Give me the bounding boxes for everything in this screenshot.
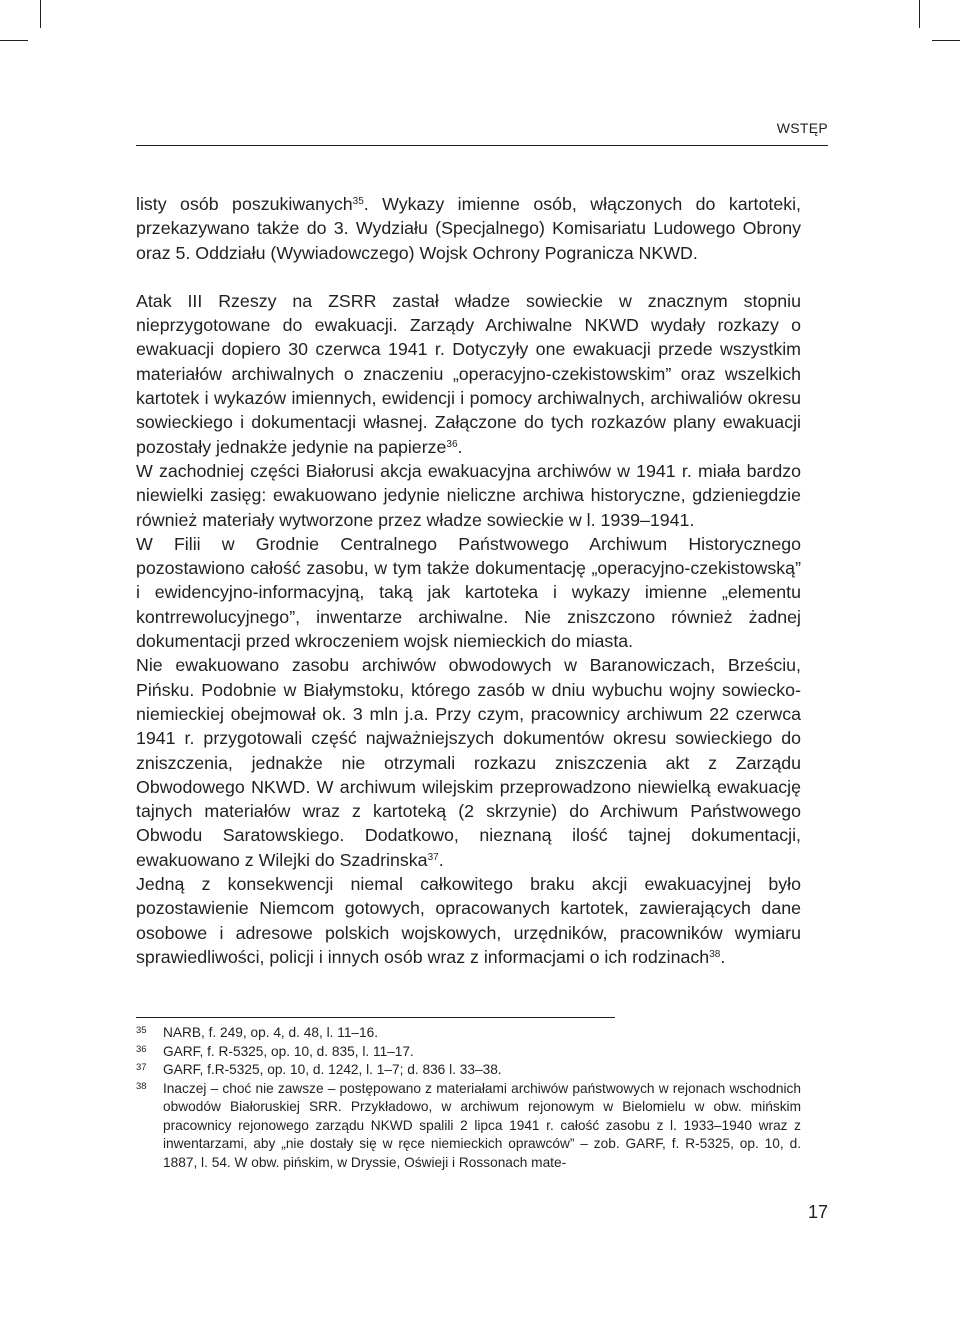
paragraph: Atak III Rzeszy na ZSRR zastał władze sowieckie w znacznym stopniu nieprzygotowane do ewakuacji. Zarządy Archiwalne NKWD wydały rozkazy o ewakuacji dopiero 30 czerwca 1941 r. Dotyczyły one ewakuacji przede wszystkim materiałów archiwalnych o znaczeniu „operacyjno-czekistowskim” oraz wszelkich kartotek i wykazów imiennych, ewidencji i pomocy archiwalnych, archiwaliów okresu sowieckiego i dokumentacji własnej. Załączone do tych rozkazów plany ewakuacji pozostały jednakże jedynie na papierze$^{36}$.: [136, 290, 801, 457]
footnote: [136, 1080, 801, 1173]
paragraph: Jedną z konsekwencji niemal całkowitego braku akcji ewakuacyjnej było pozostawienie Niemcom gotowych, opracowanych kartotek, zawierających dane osobowe i adresowe polskich wojskowych, urzędników, pracowników wymiaru sprawiedliwości, policji i innych osób wraz z informacjami o ich rodzinach$^{38}$.: [136, 874, 801, 967]
footnote-ref: 35: [352, 196, 364, 207]
footnote-text: Inaczej – choć nie zawsze – postępowano z materiałami archiwów państwowych w rejonach wschodnich obwodów Białoruskiej SRR. Przykładowo, w archiwum rejonowym w Bielomielu w obw. mińskim pracownicy rejonowego zarządu NKWD spalili 2 lipca 1941 r. całość zasobu z l. 1933–1940 wraz z inwentarzami, aby „nie dostały się w ręce niemieckich oprawców” – zob. GARF, f. R-5325, op. 10, d. 1887, l. 54. W obw. pińskim, w Dryssie, Oświeji i Rossonach mate-: [163, 1080, 801, 1170]
paragraph: Nie ewakuowano zasobu archiwów obwodowych w Baranowiczach, Brześciu, Pińsku. Podobnie w Białymstoku, którego zasób w dniu wybuchu wojny sowiecko-niemieckiej obejmował ok. 3 mln j.a. Przy czym, pracownicy archiwum 22 czerwca 1941 r. przygotowali część najważniejszych dokumentów okresu sowieckiego do zniszczenia, jednakże nie otrzymali rozkazu zniszczenia akt z Zarządu Obwodowego NKWD. W archiwum wilejskim przeprowadzono niewielką ewakuację tajnych materiałów wraz z kartoteką (2 skrzynie) do Archiwum Państwowego Obwodu Saratowskiego. Dodatkowo, nieznaną ilość tajnej dokumentacji, ewakuowano z Wilejki do Szadrinska$^{37}$.: [136, 655, 801, 870]
footnote-number: 35: [136, 1025, 147, 1036]
footnote-text: NARB, f. 249, op. 4, d. 48, l. 11–16.: [163, 1025, 379, 1040]
paragraph: W Filii w Grodnie Centralnego Państwowego Archiwum Historycznego pozostawiono całość zasobu, w tym także dokumentację „operacyjno-czekistowską” i ewidencyjno-informacyjną, taką jak kartoteka i wykazy imienne „elementu kontrrewolucyjnego”, inwentarze archiwalne. Nie zniszczono również żadnej dokumentacji przed wkroczeniem wojsk niemieckich do miasta.: [136, 533, 801, 652]
crop-mark-top-left-vertical: [40, 0, 41, 28]
footnote-text: GARF, f.R-5325, op. 10, d. 1242, l. 1–7; d. 836 l. 33–38.: [163, 1062, 502, 1077]
header-rule: [136, 145, 828, 146]
footnotes: [136, 1024, 801, 1172]
crop-mark-top-right-vertical: [919, 0, 920, 28]
paragraph: listy osób poszukiwanych$^{35}$. Wykazy imienne osób, włączonych do kartoteki, przekazywano także do 3. Wydziału (Specjalnego) Komisariatu Ludowego Obrony oraz 5. Oddziału (Wywiadowczego) Wojsk Ochrony Pogranicza NKWD.: [136, 194, 801, 263]
page-number: 17: [807, 1202, 828, 1222]
footnote-number: 38: [136, 1080, 147, 1092]
footnote: [136, 1061, 801, 1080]
footnote: [136, 1043, 801, 1062]
footnote: [136, 1024, 801, 1043]
footnote-separator: [136, 1017, 615, 1018]
paragraph: W zachodniej części Białorusi akcja ewakuacyjna archiwów w 1941 r. miała bardzo niewielki zasięg: ewakuowano jedynie nieliczne archiwa historyczne, gdzieniegdzie również materiały wytworzone przez władze sowieckie w l. 1939–1941.: [136, 460, 801, 530]
footnote-ref: 36: [446, 438, 458, 450]
crop-mark-top-left-horizontal: [0, 40, 28, 41]
footnote-number: 36: [136, 1043, 147, 1055]
running-header: WSTĘP: [776, 120, 828, 136]
footnote-text: GARF, f. R-5325, op. 10, d. 835, l. 11–17.: [163, 1043, 414, 1059]
footnote-ref: 38: [709, 948, 721, 960]
crop-mark-top-right-horizontal: [932, 40, 960, 41]
footnote-number: 37: [136, 1062, 147, 1073]
body-text: [136, 192, 801, 969]
footnote-ref: 37: [427, 851, 439, 863]
